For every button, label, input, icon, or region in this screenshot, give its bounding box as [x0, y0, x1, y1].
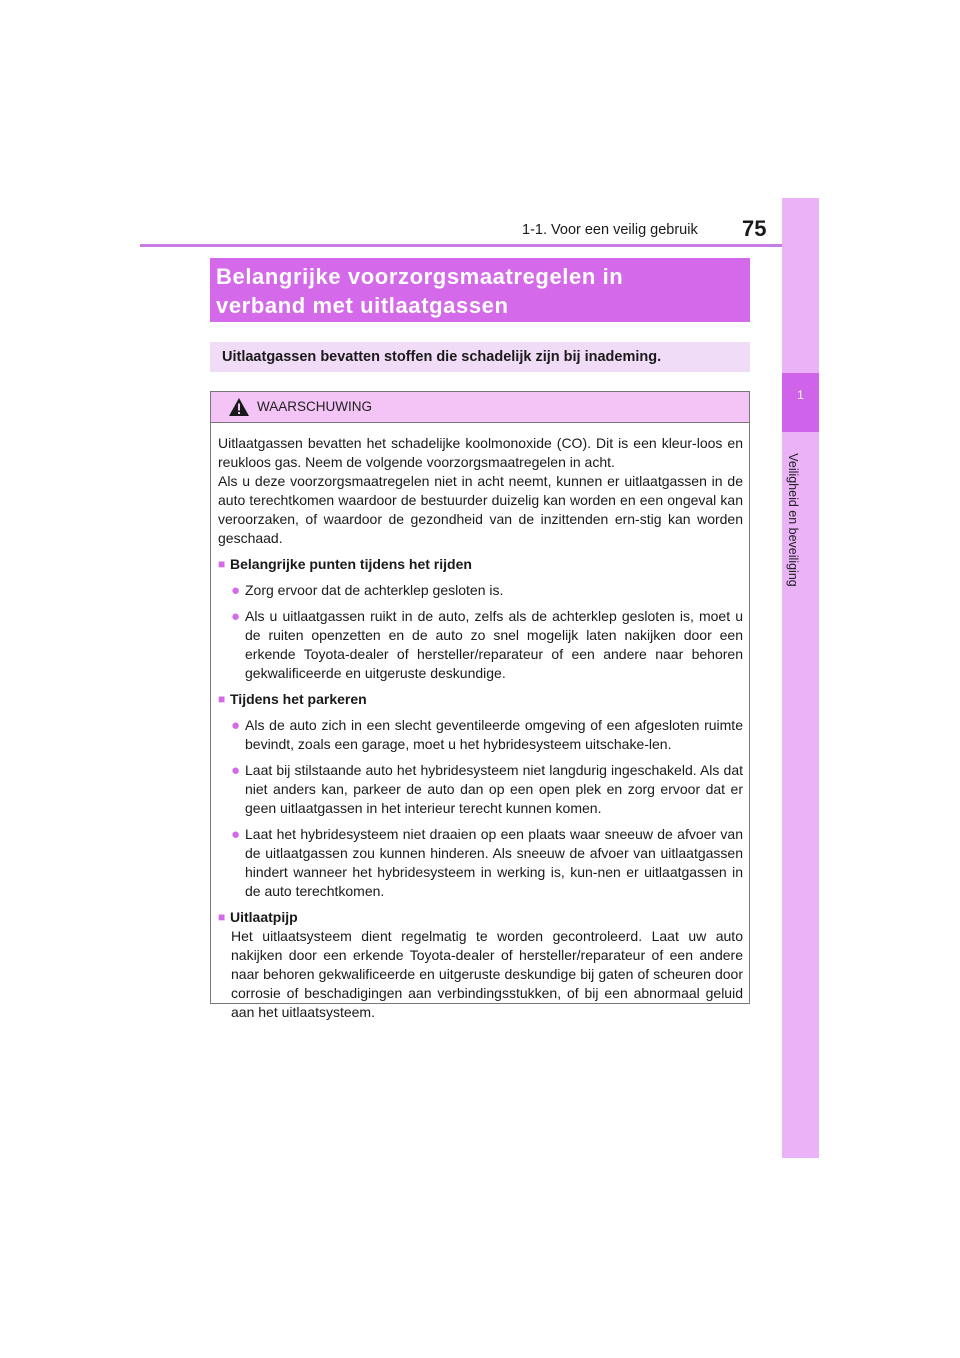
chapter-label: Veiligheid en beveiliging — [786, 453, 800, 587]
warning-paragraph-2: Als u deze voorzorgsmaatregelen niet in acht neemt, kunnen er uitlaatgassen in de auto terechtkomen waardoor de bestuurder duizelig kan worden en een ongeval kan veroorzaken, of waardoor de gezondheid van de inzittenden ern-stig kan worden geschaad. — [218, 473, 743, 546]
warning-header — [211, 392, 749, 423]
list-item-text: Als de auto zich in een slecht geventileerde omgeving of een afgesloten ruimte bevindt, zoals een garage, moet u het hybridesysteem uitschake-len. — [245, 717, 743, 752]
subsection-heading-text: Tijdens het parkeren — [230, 691, 367, 707]
warning-label: WAARSCHUWING — [257, 399, 372, 414]
list-item-text: Als u uitlaatgassen ruikt in de auto, zelfs als de achterklep gesloten is, moet u de ruiten openzetten en de auto zo snel mogelijk laten nakijken door een erkende Toyota-dealer of hersteller/reparateur of een andere naar behoren gekwalificeerde en uitgeruste deskundige. — [245, 608, 743, 681]
chapter-side-tab — [782, 198, 819, 1158]
circle-bullet-icon: ● — [231, 826, 241, 843]
warning-box — [210, 391, 750, 1020]
list-item-text: Zorg ervoor dat de achterklep gesloten is. — [245, 582, 504, 598]
page-title-line-1: Belangrijke voorzorgsmaatregelen in — [216, 264, 624, 289]
circle-bullet-icon: ● — [231, 608, 241, 625]
page-title — [210, 258, 750, 322]
page-title-line-2: verband met uitlaatgassen — [216, 293, 509, 318]
list-item — [218, 825, 743, 901]
chapter-marker — [782, 373, 819, 432]
subsection-heading-text: Belangrijke punten tijdens het rijden — [230, 556, 472, 572]
list-item — [218, 716, 743, 754]
square-bullet-icon: ■ — [218, 557, 226, 571]
warning-triangle-icon — [228, 397, 250, 417]
header-rule — [140, 244, 819, 247]
square-bullet-icon: ■ — [218, 692, 226, 706]
subsection-driving — [218, 555, 743, 683]
warning-body — [211, 423, 749, 1022]
page-number: 75 — [742, 216, 767, 241]
list-item-text: Laat het hybridesysteem niet draaien op een plaats waar sneeuw de afvoer van de uitlaatgassen zou kunnen hinderen. Als sneeuw de afvoer van uitlaatgassen hindert wanneer het hybridesysteem in werking is, kun-nen er uitlaatgassen in de auto terechtkomen. — [245, 826, 743, 899]
list-item — [218, 761, 743, 818]
subsection-heading — [218, 908, 743, 927]
section-title: 1-1. Voor een veilig gebruik — [522, 222, 698, 238]
list-item-text: Laat bij stilstaande auto het hybridesysteem niet langdurig ingeschakeld. Als dat niet anders kan, parkeer de auto dan op een open plek en zorg ervoor dat er geen uitlaatgassen in het interieur terecht kunnen komen. — [245, 762, 743, 816]
subsection-heading — [218, 555, 743, 574]
list-item — [218, 607, 743, 683]
intro-summary: Uitlaatgassen bevatten stoffen die schadelijk zijn bij inademing. — [210, 342, 750, 372]
warning-paragraph-1: Uitlaatgassen bevatten het schadelijke koolmonoxide (CO). Dit is een kleur-loos en reukloos gas. Neem de volgende voorzorgsmaatregelen in acht. — [218, 435, 743, 470]
subsection-heading-text: Uitlaatpijp — [230, 909, 298, 925]
circle-bullet-icon: ● — [231, 582, 241, 599]
square-bullet-icon: ■ — [218, 910, 226, 924]
subsection-parking — [218, 690, 743, 901]
subsection-text: Het uitlaatsysteem dient regelmatig te worden gecontroleerd. Laat uw auto nakijken door een erkende Toyota-dealer of hersteller/reparateur of een andere naar behoren gekwalificeerde en uitgeruste deskundige bij gaten of scheuren door corrosie of beschadigingen aan verbindingsstukken, of bij een abnormaal geluid aan het uitlaatsysteem. — [231, 928, 743, 1020]
circle-bullet-icon: ● — [231, 717, 241, 734]
chapter-number: 1 — [797, 388, 804, 402]
list-item — [218, 581, 743, 600]
subsection-exhaust-pipe — [218, 908, 743, 1022]
circle-bullet-icon: ● — [231, 762, 241, 779]
warning-intro-paragraphs — [218, 434, 743, 548]
subsection-heading — [218, 690, 743, 709]
